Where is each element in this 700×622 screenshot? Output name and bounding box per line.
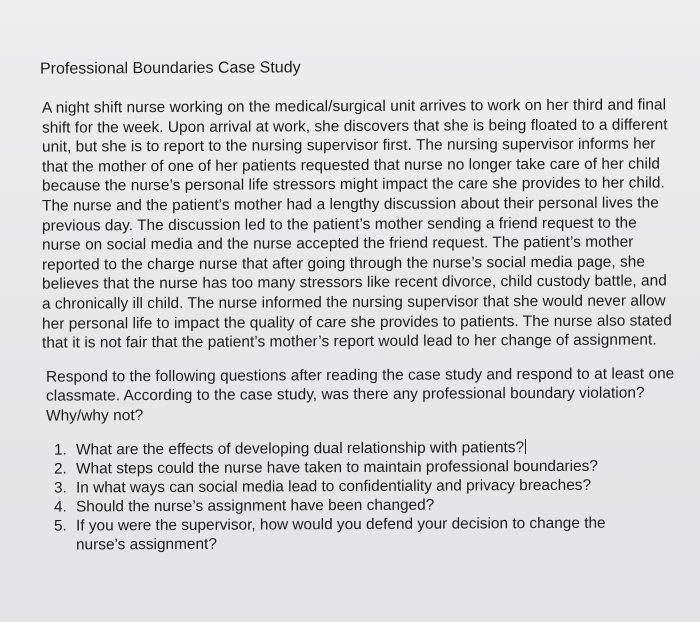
instructions-paragraph: Respond to the following questions after reading the case study and respond to at least one classmate. According to the case study, was there any professional boundary violation? Why/why not? [46, 365, 675, 425]
case-study-paragraph: A night shift nurse working on the medical/surgical unit arrives to work on her third and final shift for the week. Upon arrival at work, she discovers that she is being floated to a different unit, but she is to report to the nursing supervisor first. The nursing supervisor informs her that the mother of one of her patients requested that nurse no longer take care of her child because the nurse’s personal life stressors might impact the care she provides to her child. The nurse and the patient’s mother had a lengthy discussion about their personal lives the previous day. The discussion led to the patient’s mother sending a friend request to the nurse on social media and the nurse accepted the friend request. The patient’s mother reported to the charge nurse that after going through the nurse’s social media page, she believes that the nurse has too many stressors like recent divorce, child custody battle, and a chronically ill child. The nurse informed the nursing supervisor that she would never allow her personal life to impact the quality of care she provides to patients. The nurse also stated that it is not fair that the patient’s mother’s report would lead to her change of assignment. [42, 96, 672, 352]
question-number: 5. [54, 517, 67, 535]
question-number: 4. [54, 498, 67, 516]
question-text: Should the nurse’s assignment have been changed? [76, 496, 435, 515]
question-number: 2. [54, 460, 67, 478]
question-text: If you were the supervisor, how would you defend your decision to change the nurse’s assignment? [76, 514, 606, 553]
question-number: 3. [54, 479, 67, 497]
questions-list [54, 437, 676, 554]
question-text: What are the effects of developing dual relationship with patients? [76, 438, 525, 458]
question-text: What steps could the nurse have taken to maintain professional boundaries? [76, 457, 598, 477]
document-page [40, 56, 676, 554]
document-title: Professional Boundaries Case Study [40, 59, 301, 78]
text-cursor [525, 439, 526, 454]
question-number: 1. [54, 441, 67, 459]
list-item [54, 513, 676, 554]
question-text: In what ways can social media lead to confidentiality and privacy breaches? [76, 476, 592, 496]
